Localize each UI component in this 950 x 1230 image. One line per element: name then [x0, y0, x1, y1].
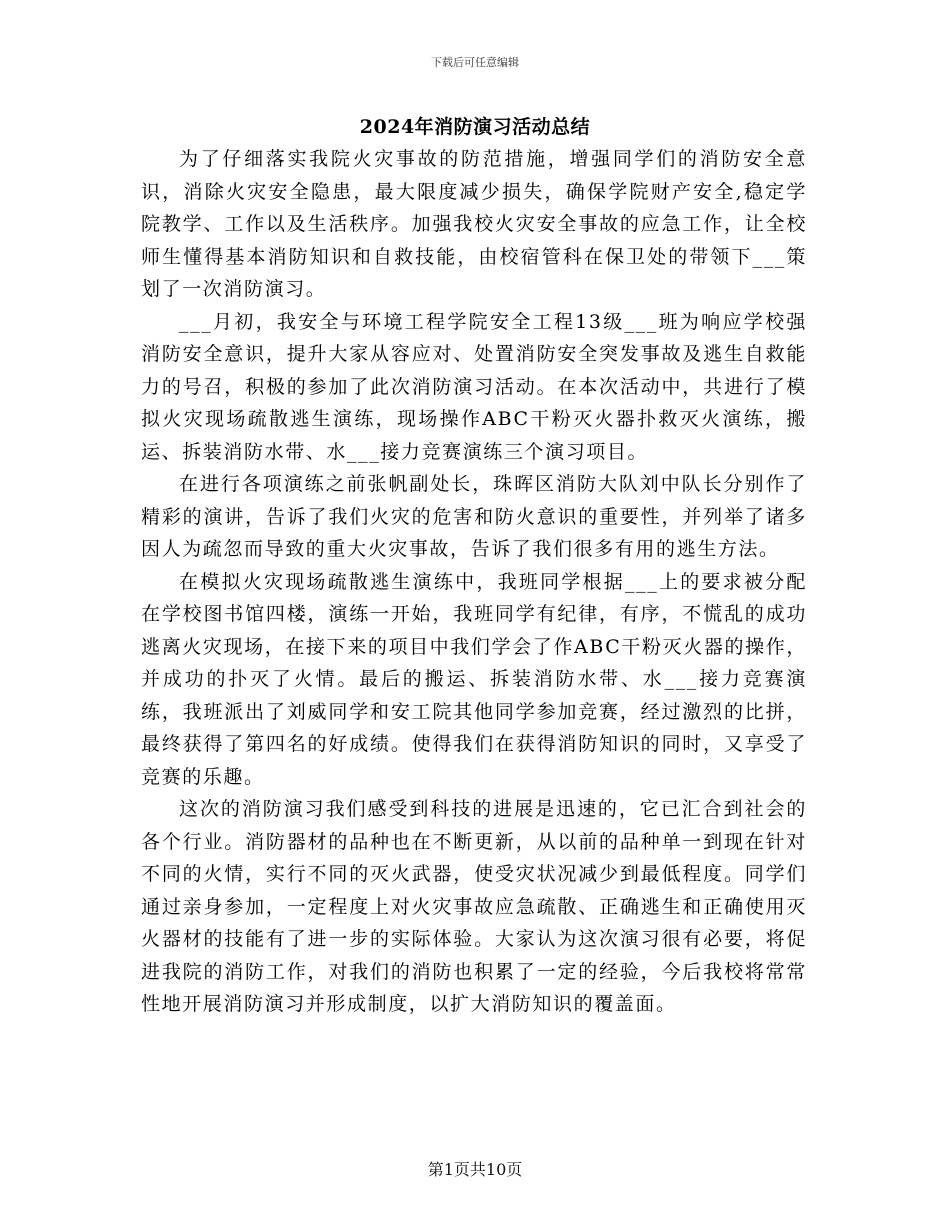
- paragraph: 这次的消防演习我们感受到科技的进展是迅速的，它已汇合到社会的各个行业。消防器材的品种也在不断更新，从以前的品种单一到现在针对不同的火情，实行不同的灭火武器，使受灾状况减少到最低程度。同学们通过亲身参加，一定程度上对火灾事故应急疏散、正确逃生和正确使用灭火器材的技能有了进一步的实际体验。大家认为这次演习很有必要，将促进我院的消防工作，对我们的消防也积累了一定的经验，今后我校将常常性地开展消防演习并形成制度，以扩大消防知识的覆盖面。: [141, 798, 807, 1015]
- paragraph: 在进行各项演练之前张帆副处长，珠晖区消防大队刘中队长分别作了精彩的演讲，告诉了我们火灾的危害和防火意识的重要性，并列举了诸多因人为疏忽而导致的重大火灾事故，告诉了我们很多有用的逃生方法。: [141, 473, 807, 560]
- page-header-note: 下载后可任意编辑: [431, 56, 519, 69]
- document-body: [141, 143, 807, 1021]
- paragraph: ___月初，我安全与环境工程学院安全工程13级___班为响应学校强消防安全意识，提升大家从容应对、处置消防安全突发事故及逃生自救能力的号召，积极的参加了此次消防演习活动。在本次活动中，共进行了模拟火灾现场疏散逃生演练，现场操作ABC干粉灭火器扑救灭火演练，搬运、拆装消防水带、水___接力竞赛演练三个演习项目。: [141, 310, 807, 463]
- page-number: 第1页共10页: [427, 1160, 523, 1179]
- document-title: 2024年消防演习活动总结: [359, 116, 591, 138]
- paragraph: 在模拟火灾现场疏散逃生演练中，我班同学根据___上的要求被分配在学校图书馆四楼，演练一开始，我班同学有纪律，有序，不慌乱的成功逃离火灾现场，在接下来的项目中我们学会了作ABC干粉灭火器的操作，并成功的扑灭了火情。最后的搬运、拆装消防水带、水___接力竞赛演练，我班派出了刘威同学和安工院其他同学参加竞赛，经过激烈的比拼，最终获得了第四名的好成绩。使得我们在获得消防知识的同时，又享受了竞赛的乐趣。: [141, 570, 807, 788]
- paragraph: 为了仔细落实我院火灾事故的防范措施，增强同学们的消防安全意识，消除火灾安全隐患，最大限度减少损失，确保学院财产安全,稳定学院教学、工作以及生活秩序。加强我校火灾安全事故的应急工作，让全校师生懂得基本消防知识和自救技能，由校宿管科在保卫处的带领下___策划了一次消防演习。: [141, 148, 807, 300]
